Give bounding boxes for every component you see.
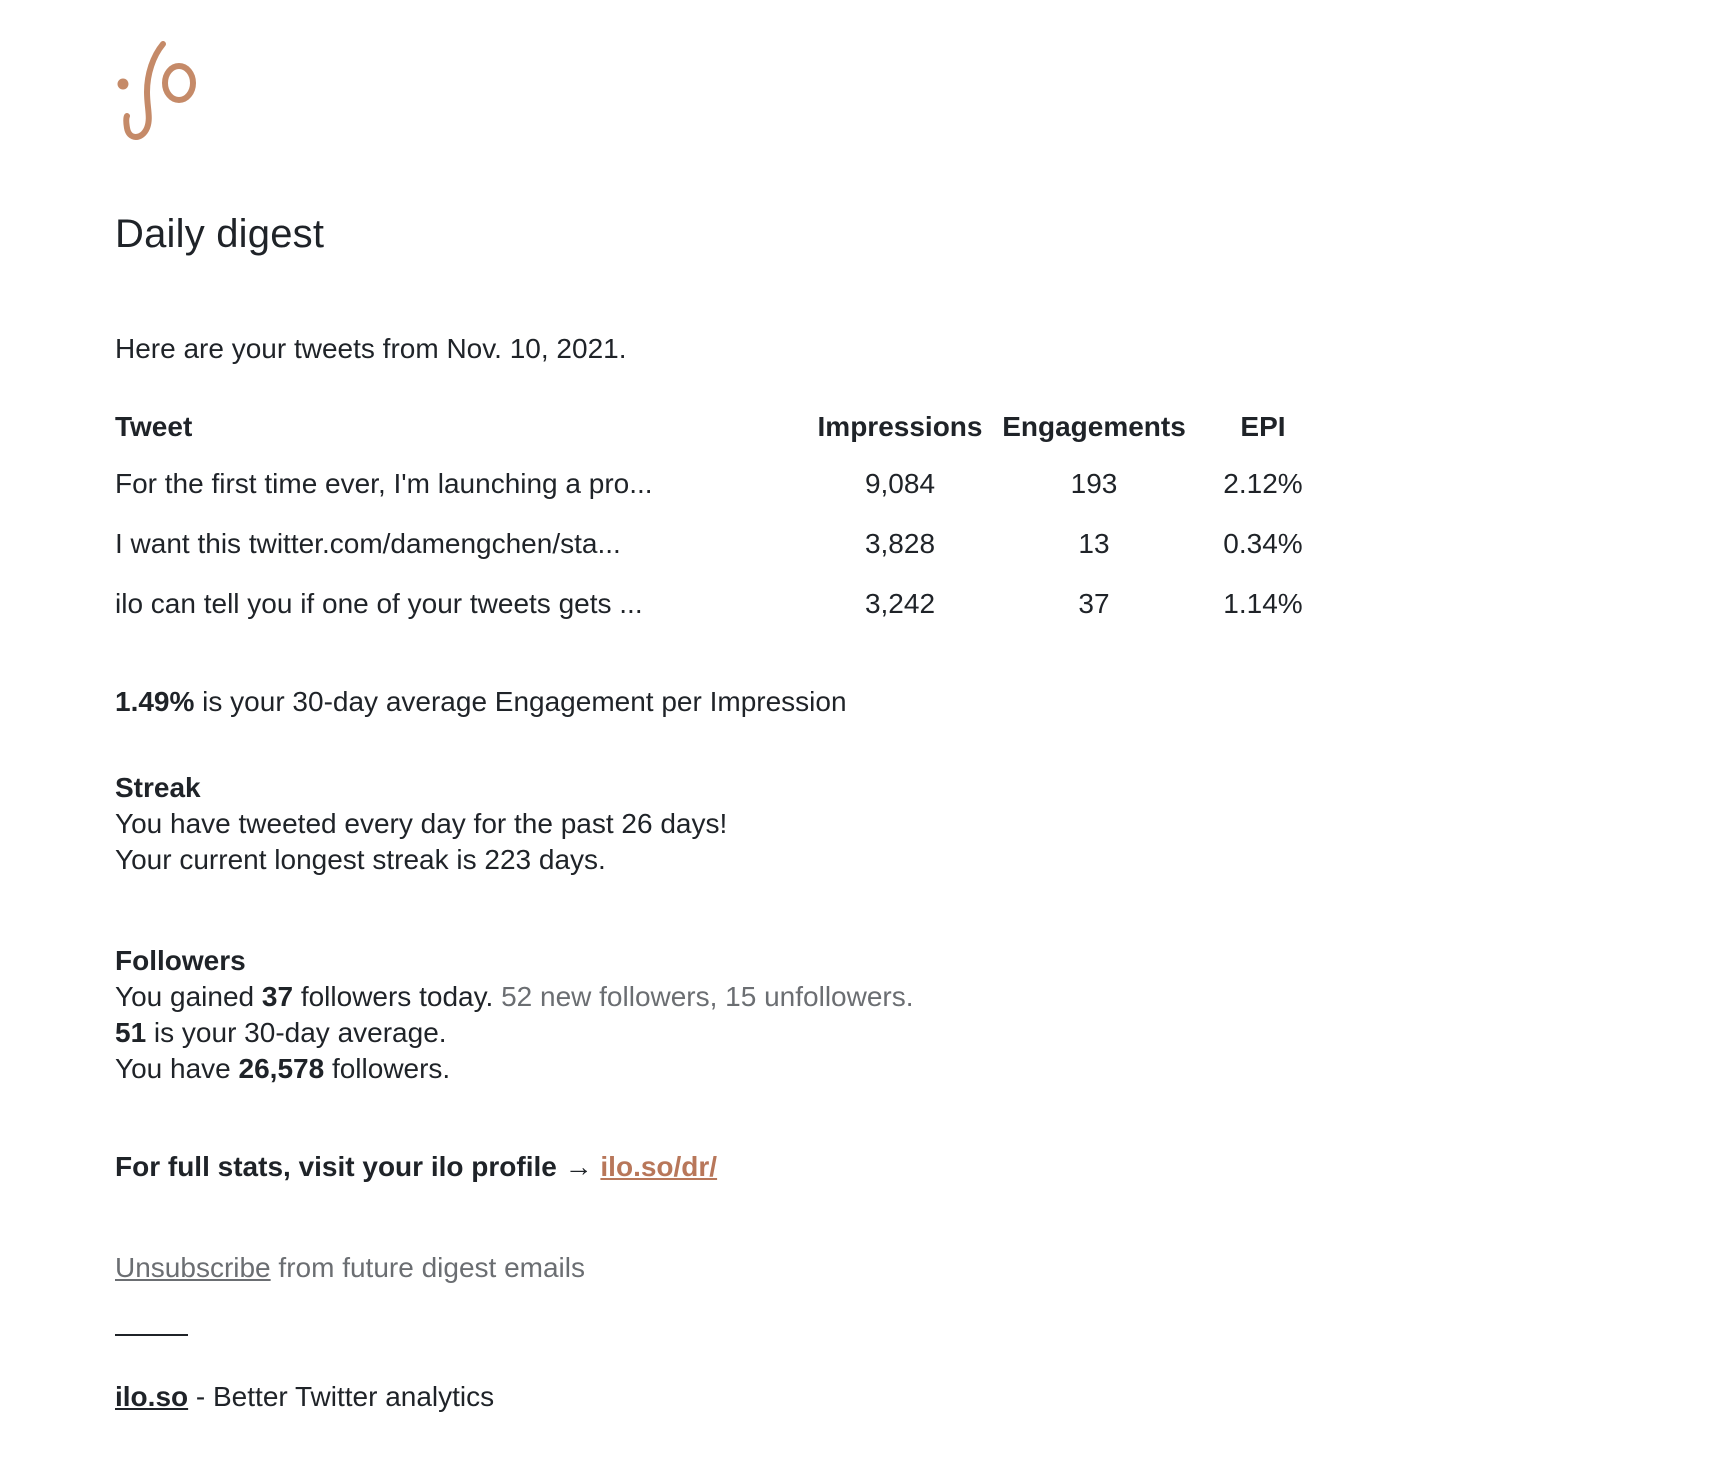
followers-average-value: 51	[115, 1017, 147, 1048]
streak-title: Streak	[115, 772, 201, 803]
impressions-value: 3,242	[864, 588, 936, 619]
header-epi: EPI	[1240, 411, 1286, 442]
followers-title: Followers	[115, 945, 246, 976]
streak-line-longest: Your current longest streak is 223 days.	[115, 844, 606, 875]
unsubscribe-line	[115, 1252, 585, 1284]
followers-gained-suffix: followers today.	[293, 981, 494, 1012]
followers-total-value: 26,578	[238, 1053, 325, 1084]
followers-average-suffix: is your 30-day average.	[146, 1017, 447, 1048]
epi-value: 0.34%	[1223, 528, 1303, 559]
followers-total-suffix: followers.	[324, 1053, 451, 1084]
tweet-text: I want this twitter.com/damengchen/sta...	[115, 528, 621, 559]
average-epi-value: 1.49%	[115, 686, 195, 717]
followers-gained-value: 37	[261, 981, 294, 1012]
ilo-logo	[115, 36, 205, 146]
followers-gained-line	[115, 979, 914, 1015]
header-engagements: Engagements	[1002, 411, 1186, 442]
table-header-row	[115, 400, 1333, 454]
followers-total-prefix: You have	[115, 1053, 239, 1084]
epi-value: 2.12%	[1223, 468, 1303, 499]
followers-section	[115, 943, 914, 1087]
header-tweet: Tweet	[115, 411, 193, 442]
page-title: Daily digest	[115, 212, 325, 256]
footer	[115, 1381, 494, 1413]
table-row	[115, 514, 1333, 574]
engagements-value: 13	[1078, 528, 1110, 559]
header-impressions: Impressions	[817, 411, 983, 442]
average-epi	[115, 686, 847, 718]
table-row	[115, 454, 1333, 514]
intro-text: Here are your tweets from Nov. 10, 2021.	[115, 333, 627, 364]
followers-average-line	[115, 1015, 914, 1051]
profile-link[interactable]: ilo.so/dr/	[600, 1151, 718, 1182]
tweets-table	[115, 400, 1333, 634]
tweet-text: For the first time ever, I'm launching a pro...	[115, 468, 653, 499]
unsubscribe-text: from future digest emails	[270, 1252, 585, 1283]
followers-gained-prefix: You gained	[115, 981, 262, 1012]
engagements-value: 37	[1078, 588, 1110, 619]
followers-gained-detail: 52 new followers, 15 unfollowers.	[493, 981, 914, 1012]
followers-total-line	[115, 1051, 914, 1087]
impressions-value: 3,828	[864, 528, 936, 559]
engagements-value: 193	[1070, 468, 1118, 499]
footer-divider	[115, 1334, 188, 1336]
table-row	[115, 574, 1333, 634]
ilo-site-link[interactable]: ilo.so	[115, 1381, 189, 1412]
streak-section	[115, 770, 727, 878]
full-stats-line	[115, 1151, 717, 1183]
footer-tagline: - Better Twitter analytics	[188, 1381, 495, 1412]
tweet-text: ilo can tell you if one of your tweets gets ...	[115, 588, 643, 619]
full-stats-text: For full stats, visit your ilo profile →	[115, 1151, 601, 1182]
unsubscribe-link[interactable]: Unsubscribe	[115, 1252, 271, 1283]
streak-line-current: You have tweeted every day for the past 26 days!	[115, 808, 728, 839]
average-epi-text: is your 30-day average Engagement per Impression	[194, 686, 847, 717]
impressions-value: 9,084	[864, 468, 936, 499]
epi-value: 1.14%	[1223, 588, 1303, 619]
